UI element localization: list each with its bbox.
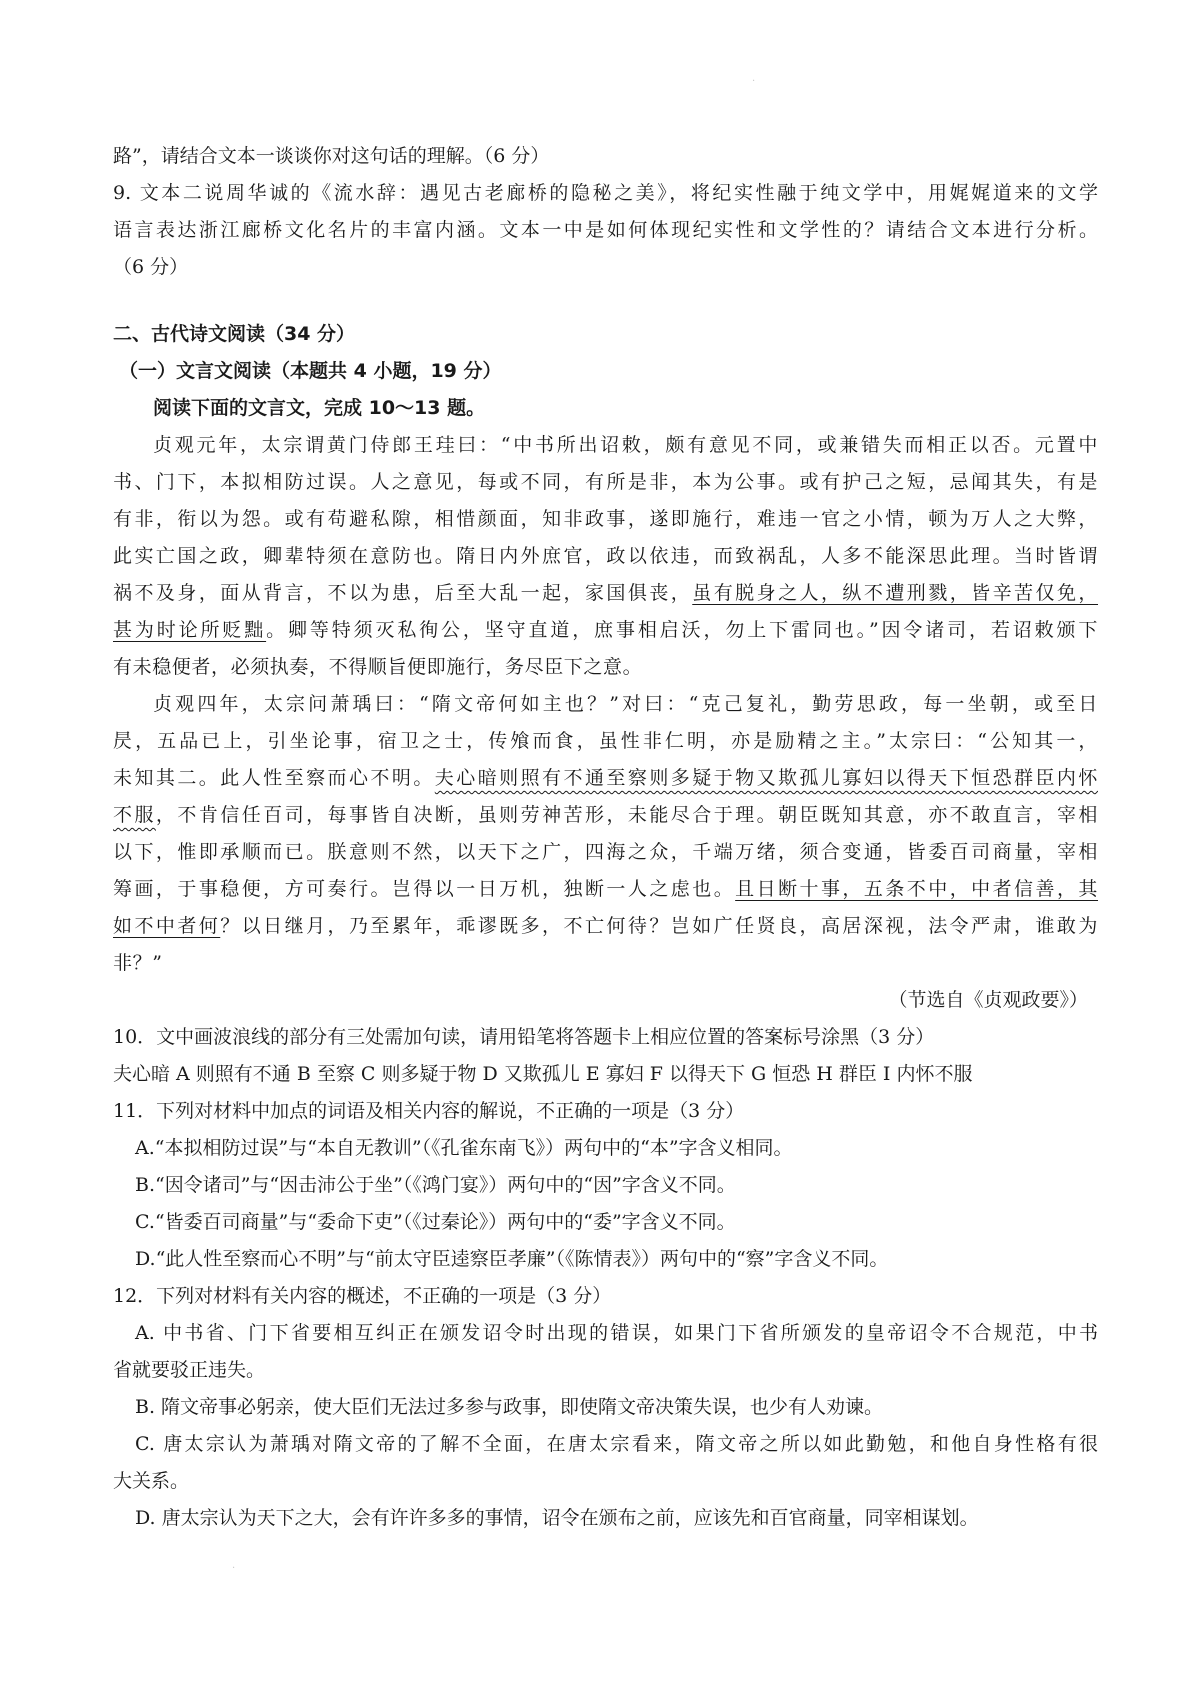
q11-option-d: D.“此人性至察而心不明”与“前太守臣逵察臣孝廉”（《陈情表》）两句中的“察”字含义不同。	[135, 1248, 889, 1270]
scan-speck: ·	[752, 76, 756, 87]
q11-option-c: C.“皆委百司商量”与“委命下吏”（《过秦论》）两句中的“委”字含义不同。	[135, 1211, 736, 1233]
q10-stem: 10．文中画波浪线的部分有三处需加句读，请用铅笔将答题卡上相应位置的答案标号涂黑（3 分）	[113, 1026, 935, 1048]
passage-p1-line3: 有非，衔以为怨。或有苟避私隙，相惜颜面，知非政事，遂即施行，难违一官之小情，顿为万人之大弊，	[113, 508, 1098, 530]
passage-p1-line6	[113, 612, 1098, 649]
passage-p2-line5: 以下，惟即承顺而已。朕意则不然，以天下之广，四海之众，千端万绪，须合变通，皆委百司商量，宰相	[113, 841, 1098, 863]
q11-option-a: A.“本拟相防过误”与“本自无教训”（《孔雀东南飞》）两句中的“本”字含义相同。	[135, 1137, 793, 1159]
passage-p1-line1: 贞观元年，太宗谓黄门侍郎王珪曰：“中书所出诏敕，颇有意见不同，或兼错失而相正以否。元置中	[153, 434, 1098, 456]
passage-p2-line1: 贞观四年，太宗问萧瑀曰：“隋文帝何如主也？”对曰：“克己复礼，勤劳思政，每一坐朝，或至日	[153, 693, 1098, 715]
passage-p2-line6	[113, 871, 1098, 908]
passage-p2-line8: 非？”	[113, 952, 163, 974]
q8-tail: 路”，请结合文本一谈谈你对这句话的理解。（6 分）	[113, 145, 550, 167]
subsection-title: （一）文言文阅读（本题共 4 小题，19 分）	[119, 360, 502, 382]
q12-option-a-line2: 省就要驳正违失。	[113, 1359, 266, 1381]
passage-p1-line5	[113, 575, 1098, 612]
q9-line3: （6 分）	[113, 256, 189, 278]
passage-p2-line2: 昃，五品已上，引坐论事，宿卫之士，传飧而食，虽性非仁明，亦是励精之主。”太宗曰：“公知其一，	[113, 730, 1098, 752]
q9-line1: 9. 文本二说周华诚的《流水辞：遇见古老廊桥的隐秘之美》，将纪实性融于纯文学中，用娓娓道来的文学	[113, 182, 1098, 204]
q12-stem: 12．下列对材料有关内容的概述，不正确的一项是（3 分）	[113, 1285, 612, 1307]
underlined-sentence: 如不中者何	[113, 915, 221, 937]
passage-p2-line7	[113, 908, 1098, 945]
passage-p2-line4	[113, 797, 1098, 834]
wavy-underlined-text: 不服	[113, 804, 156, 826]
underlined-sentence: 甚为时论所贬黜	[113, 619, 267, 641]
q12-option-c-line1: C. 唐太宗认为萧瑀对隋文帝的了解不全面，在唐太宗看来，隋文帝之所以如此勤勉，和他自身性格有很	[135, 1433, 1098, 1455]
passage-text: 筹画，于事稳便，方可奏行。岂得以一日万机，独断一人之虑也。	[113, 878, 736, 900]
passage-text: 未知其二。此人性至察而心不明。	[113, 767, 435, 789]
document-page	[113, 138, 1098, 1537]
underlined-sentence: 虽有脱身之人，纵不遭刑戮，皆辛苦仅免，	[692, 582, 1099, 604]
source-citation: （节选自《贞观政要》）	[888, 989, 1088, 1011]
section-title: 二、古代诗文阅读（34 分）	[113, 323, 356, 345]
passage-p1-line2: 书、门下，本拟相防过误。人之意见，每或不同，有所是非，本为公事。或有护己之短，忌闻其失，有是	[113, 471, 1098, 493]
scan-speck: ·	[232, 1563, 236, 1574]
q10-answer-line: 夫心暗 A 则照有不通 B 至察 C 则多疑于物 D 又欺孤儿 E 寡妇 F 以得天下 G 恒恐 H 群臣 I 内怀不服	[113, 1063, 973, 1085]
wavy-underlined-text: 夫心暗则照有不通至察则多疑于物又欺孤儿寡妇以得天下恒恐群臣内怀	[434, 767, 1098, 789]
passage-text: 祸不及身，面从背言，不以为患，后至大乱一起，家国俱丧，	[113, 582, 693, 604]
spacer	[113, 286, 1098, 316]
passage-text: ，不肯信任百司，每事皆自决断，虽则劳神苦形，未能尽合于理。朝臣既知其意，亦不敢直言，宰相	[155, 804, 1099, 826]
underlined-sentence: 且日断十事，五条不中，中者信善，其	[735, 878, 1099, 900]
instruction: 阅读下面的文言文，完成 10～13 题。	[153, 397, 486, 419]
q12-option-d: D. 唐太宗认为天下之大，会有许许多多的事情，诏令在颁布之前，应该先和百官商量，同宰相谋划。	[135, 1507, 979, 1529]
passage-p1-line4: 此实亡国之政，卿辈特须在意防也。隋日内外庶官，政以依违，而致祸乱，人多不能深思此理。当时皆谓	[113, 545, 1098, 567]
q12-option-b: B. 隋文帝事必躬亲，使大臣们无法过多参与政事，即使隋文帝决策失误，也少有人劝谏。	[135, 1396, 884, 1418]
q11-option-b: B.“因令诸司”与“因击沛公于坐”（《鸿门宴》）两句中的“因”字含义不同。	[135, 1174, 736, 1196]
q9-line2: 语言表达浙江廊桥文化名片的丰富内涵。文本一中是如何体现纪实性和文学性的？请结合文本进行分析。	[113, 219, 1098, 241]
passage-text: 。卿等特须灭私徇公，坚守直道，庶事相启沃，勿上下雷同也。”因令诸司，若诏敕颁下	[266, 619, 1098, 641]
q12-option-c-line2: 大关系。	[113, 1470, 190, 1492]
q11-stem: 11．下列对材料中加点的词语及相关内容的解说，不正确的一项是（3 分）	[113, 1100, 745, 1122]
passage-p2-line3	[113, 760, 1098, 797]
q12-option-a-line1: A. 中书省、门下省要相互纠正在颁发诏令时出现的错误，如果门下省所颁发的皇帝诏令不合规范，中书	[135, 1322, 1098, 1344]
passage-text: ？以日继月，乃至累年，乖谬既多，不亡何待？岂如广任贤良，高居深视，法令严肃，谁敢为	[220, 915, 1098, 937]
passage-p1-line7: 有未稳便者，必须执奏，不得顺旨便即施行，务尽臣下之意。	[113, 656, 643, 678]
